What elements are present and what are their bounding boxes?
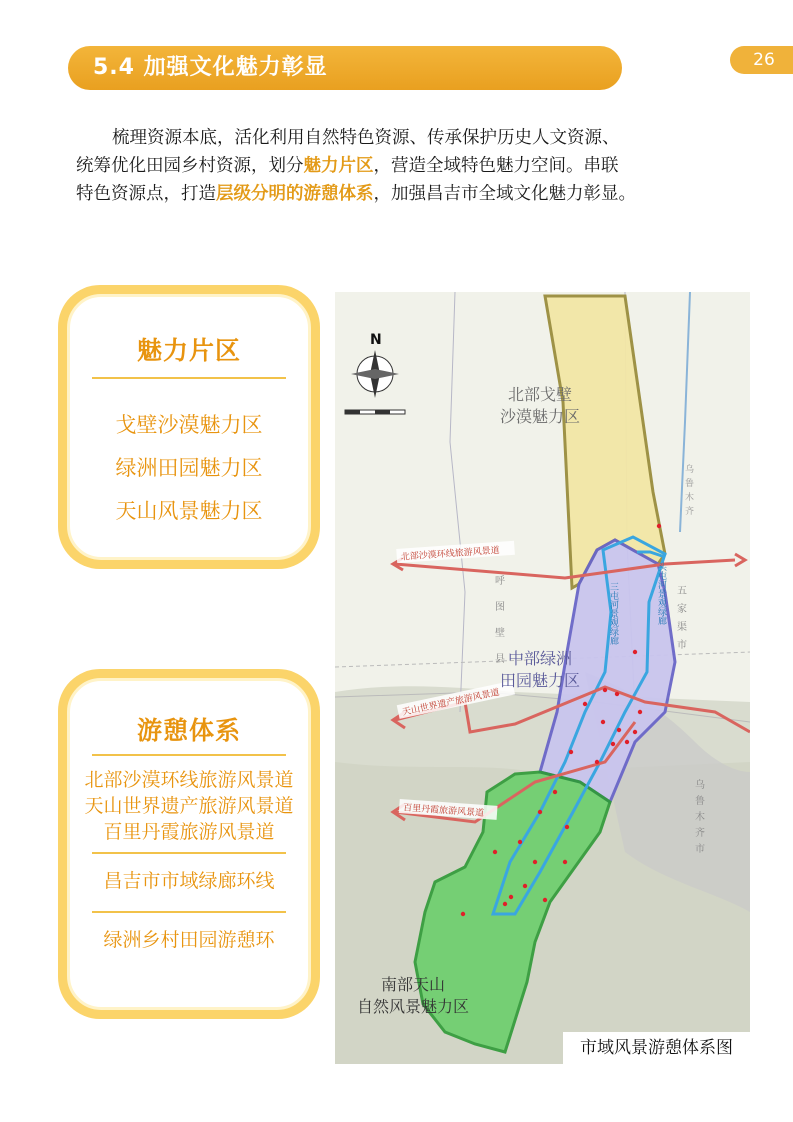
intro-text: 统筹优化田园乡村资源，划分 — [76, 156, 304, 176]
charm-zone-item: 天山风景魅力区 — [115, 499, 263, 523]
charm-zones-card — [58, 285, 320, 569]
recreation-system-title: 游憩体系 — [136, 716, 241, 745]
recreation-system-map — [335, 292, 750, 1064]
card-divider — [92, 852, 286, 854]
svg-text:天山世界遗产旅游风景道: 天山世界遗产旅游风景道 — [401, 687, 501, 719]
zone-label-middle: 中部绿洲 — [507, 649, 573, 668]
svg-text:N: N — [370, 332, 382, 348]
intro-line-2 — [76, 152, 766, 180]
charm-zone-item: 戈壁沙漠魅力区 — [115, 413, 263, 437]
svg-text:家: 家 — [677, 604, 687, 615]
svg-text:渠: 渠 — [677, 622, 687, 633]
zone-label-south: 自然风景魅力区 — [356, 997, 470, 1016]
card-divider — [92, 911, 286, 913]
zone-label-middle: 田园魅力区 — [499, 671, 581, 690]
svg-text:齐: 齐 — [685, 507, 695, 517]
svg-text:市: 市 — [695, 844, 705, 855]
svg-text:呼: 呼 — [495, 576, 505, 587]
svg-text:五: 五 — [677, 586, 687, 597]
zone-label-north: 北部戈壁 — [507, 385, 573, 404]
svg-text:县: 县 — [495, 654, 505, 665]
svg-text:齐: 齐 — [695, 828, 705, 839]
intro-line-1: 梳理资源本底，活化利用自然特色资源、传承保护历史人文资源、 — [112, 128, 620, 148]
page-number: 26 — [753, 50, 775, 70]
zone-label-north: 沙漠魅力区 — [499, 407, 581, 426]
svg-text:图: 图 — [495, 602, 505, 613]
scenic-road-item: 天山世界遗产旅游风景道 — [84, 795, 294, 817]
charm-zones-title: 魅力片区 — [136, 336, 241, 365]
intro-line-3 — [76, 180, 766, 208]
svg-text:百里丹霞旅游风景道: 百里丹霞旅游风景道 — [402, 803, 485, 819]
card-divider — [92, 377, 286, 379]
svg-text:木: 木 — [695, 812, 705, 823]
scenic-road-item: 北部沙漠环线旅游风景道 — [84, 769, 294, 791]
svg-text:乌: 乌 — [695, 780, 705, 791]
highlight-recreation-system: 层级分明的游憩体系 — [216, 184, 374, 204]
green-corridor-item: 昌吉市市域绿廊环线 — [103, 870, 275, 892]
zone-label-south: 南部天山 — [380, 975, 446, 994]
intro-text: ，营造全域特色魅力空间。串联 — [373, 156, 619, 176]
scale-bar-icon — [345, 410, 405, 414]
map-graphic — [335, 292, 750, 1064]
svg-text:鲁: 鲁 — [685, 479, 695, 489]
charm-zone-item: 绿洲田园魅力区 — [115, 456, 263, 480]
scenic-road-item: 百里丹霞旅游风景道 — [103, 821, 275, 843]
corridor-label: 三屯河景观绿廊 — [608, 582, 618, 645]
recreation-system-card-inner — [67, 678, 311, 1010]
map-caption: 市域风景游憩体系图 — [563, 1032, 750, 1064]
corridor-label: 头屯河景观绿廊 — [656, 562, 666, 625]
intro-paragraph — [76, 124, 766, 208]
card-divider — [92, 754, 286, 756]
recreation-system-card — [58, 669, 320, 1019]
highlight-charm-zones: 魅力片区 — [303, 156, 374, 176]
svg-text:鲁: 鲁 — [695, 796, 705, 807]
svg-text:北部沙漠环线旅游风景道: 北部沙漠环线旅游风景道 — [400, 545, 500, 563]
intro-text: ，加强昌吉市全域文化魅力彰显。 — [373, 184, 636, 204]
section-title: 5.4 加强文化魅力彰显 — [93, 55, 328, 80]
rural-loop-item: 绿洲乡村田园游憩环 — [103, 929, 275, 951]
city-label-urumqi — [695, 778, 705, 855]
svg-text:乌: 乌 — [685, 465, 695, 475]
svg-text:木: 木 — [685, 493, 695, 503]
intro-text: 特色资源点，打造 — [76, 184, 216, 204]
svg-text:市: 市 — [677, 640, 687, 651]
svg-text:壁: 壁 — [495, 628, 505, 639]
charm-zones-card-inner — [67, 294, 311, 560]
